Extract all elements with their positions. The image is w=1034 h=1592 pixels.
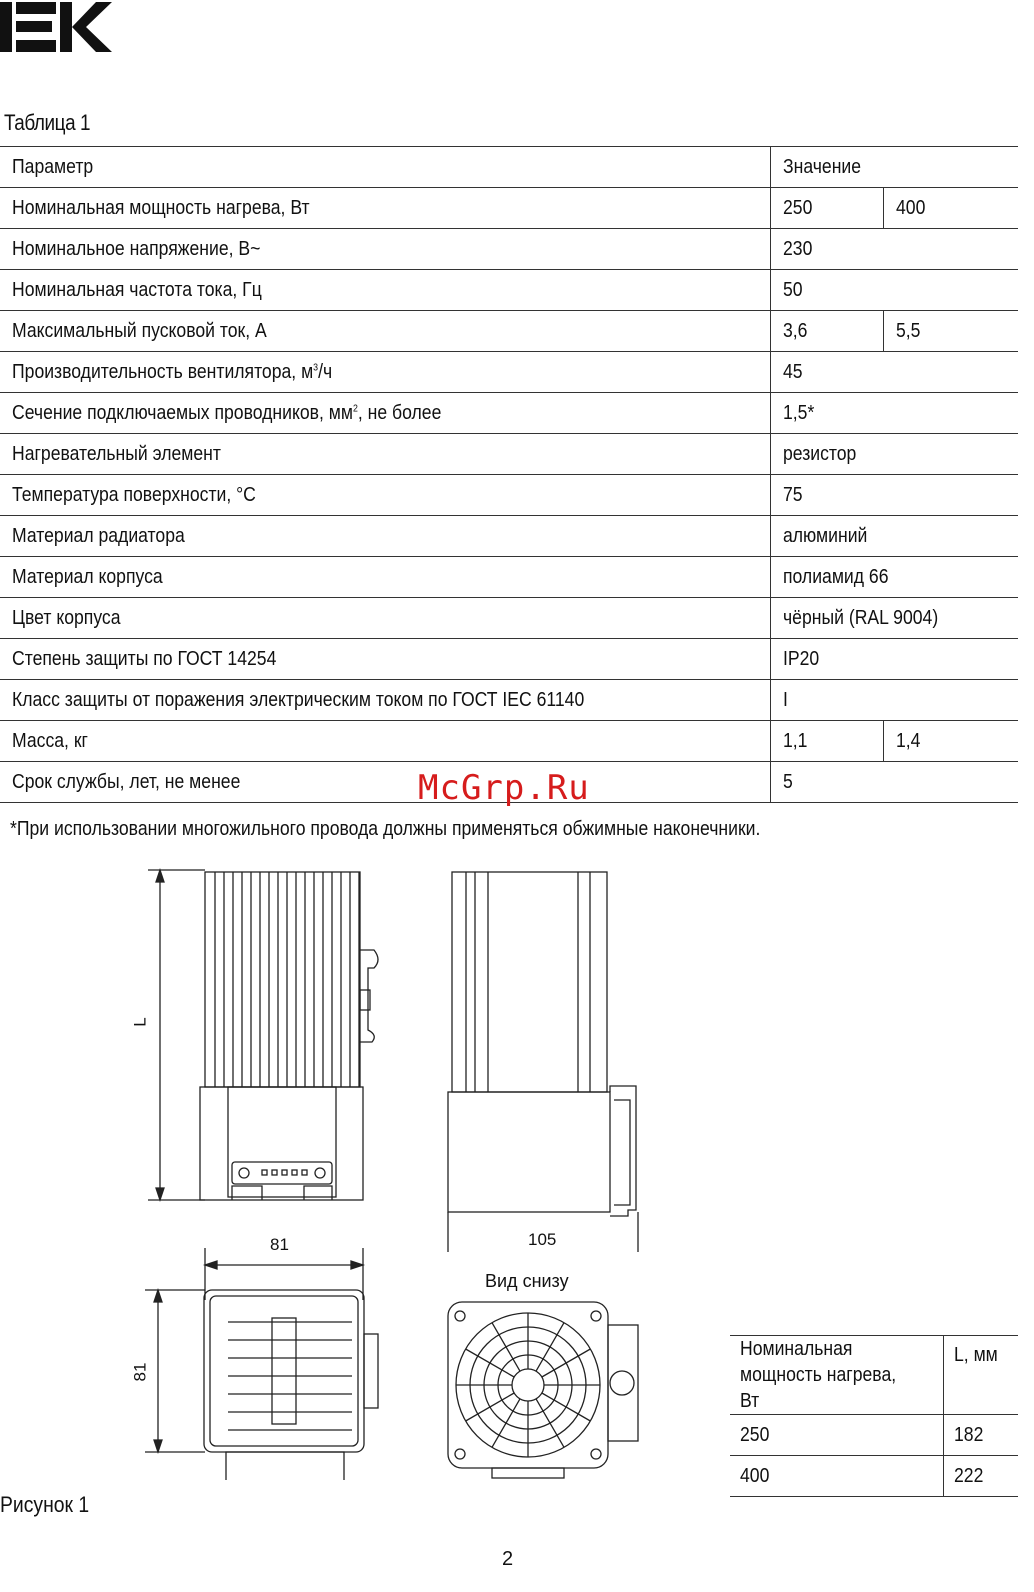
table-row: Класс защиты от поражения электрическим током по ГОСТ IEC 61140 I [0, 680, 1018, 721]
table-row: Нагревательный элемент резистор [0, 434, 1018, 475]
spec-table [0, 146, 1018, 803]
table-header-row [0, 147, 1018, 188]
top-view [145, 1248, 378, 1480]
dim-width: 81 [270, 1235, 289, 1254]
table-row: Материал радиатора алюминий [0, 516, 1018, 557]
heater-drawing [0, 860, 700, 1480]
header-value: Значение [771, 147, 1019, 188]
table-row: 400 222 [730, 1456, 1018, 1497]
iek-logo [0, 0, 115, 56]
table-row: Номинальное напряжение, В~ 230 [0, 229, 1018, 270]
front-view [448, 872, 638, 1252]
table-footnote: *При использовании многожильного провода должны применяться обжимные наконечники. [10, 818, 761, 840]
header-param: Параметр [0, 147, 771, 188]
table-header-row: Номинальная мощность нагрева, Вт L, мм [730, 1336, 1018, 1415]
dim-depth: 105 [528, 1230, 557, 1249]
table-row: 250 182 [730, 1415, 1018, 1456]
figure-caption: Рисунок 1 [0, 1492, 90, 1517]
table-row: Степень защиты по ГОСТ 14254 IP20 [0, 639, 1018, 680]
table-row: Масса, кг 1,1 1,4 [0, 721, 1018, 762]
table-row: Материал корпуса полиамид 66 [0, 557, 1018, 598]
table-row: Максимальный пусковой ток, А 3,6 5,5 [0, 311, 1018, 352]
table-row: Сечение подключаемых проводников, $мм^2$, не более 1,5* [0, 393, 1018, 434]
length-table [730, 1335, 1018, 1497]
table-row: Цвет корпуса чёрный (RAL 9004) [0, 598, 1018, 639]
table-row: Производительность вентилятора, $м^3/ч$ 45 [0, 352, 1018, 393]
table-row: Срок службы, лет, не менее 5 [0, 762, 1018, 803]
table-row: Номинальная мощность нагрева, Вт 250 400 [0, 188, 1018, 229]
bottom-view-label: Вид снизу [485, 1271, 569, 1291]
dim-81-vertical: 81 [130, 1362, 150, 1382]
table-row: Температура поверхности, °С 75 [0, 475, 1018, 516]
table-row: Номинальная частота тока, Гц 50 [0, 270, 1018, 311]
side-view [148, 870, 378, 1200]
dim-L: L [130, 1017, 150, 1027]
watermark: McGrp.Ru [418, 768, 590, 808]
table-title: Таблица 1 [4, 110, 91, 135]
page-number: 2 [502, 1548, 514, 1570]
bottom-view-grille [448, 1302, 638, 1478]
